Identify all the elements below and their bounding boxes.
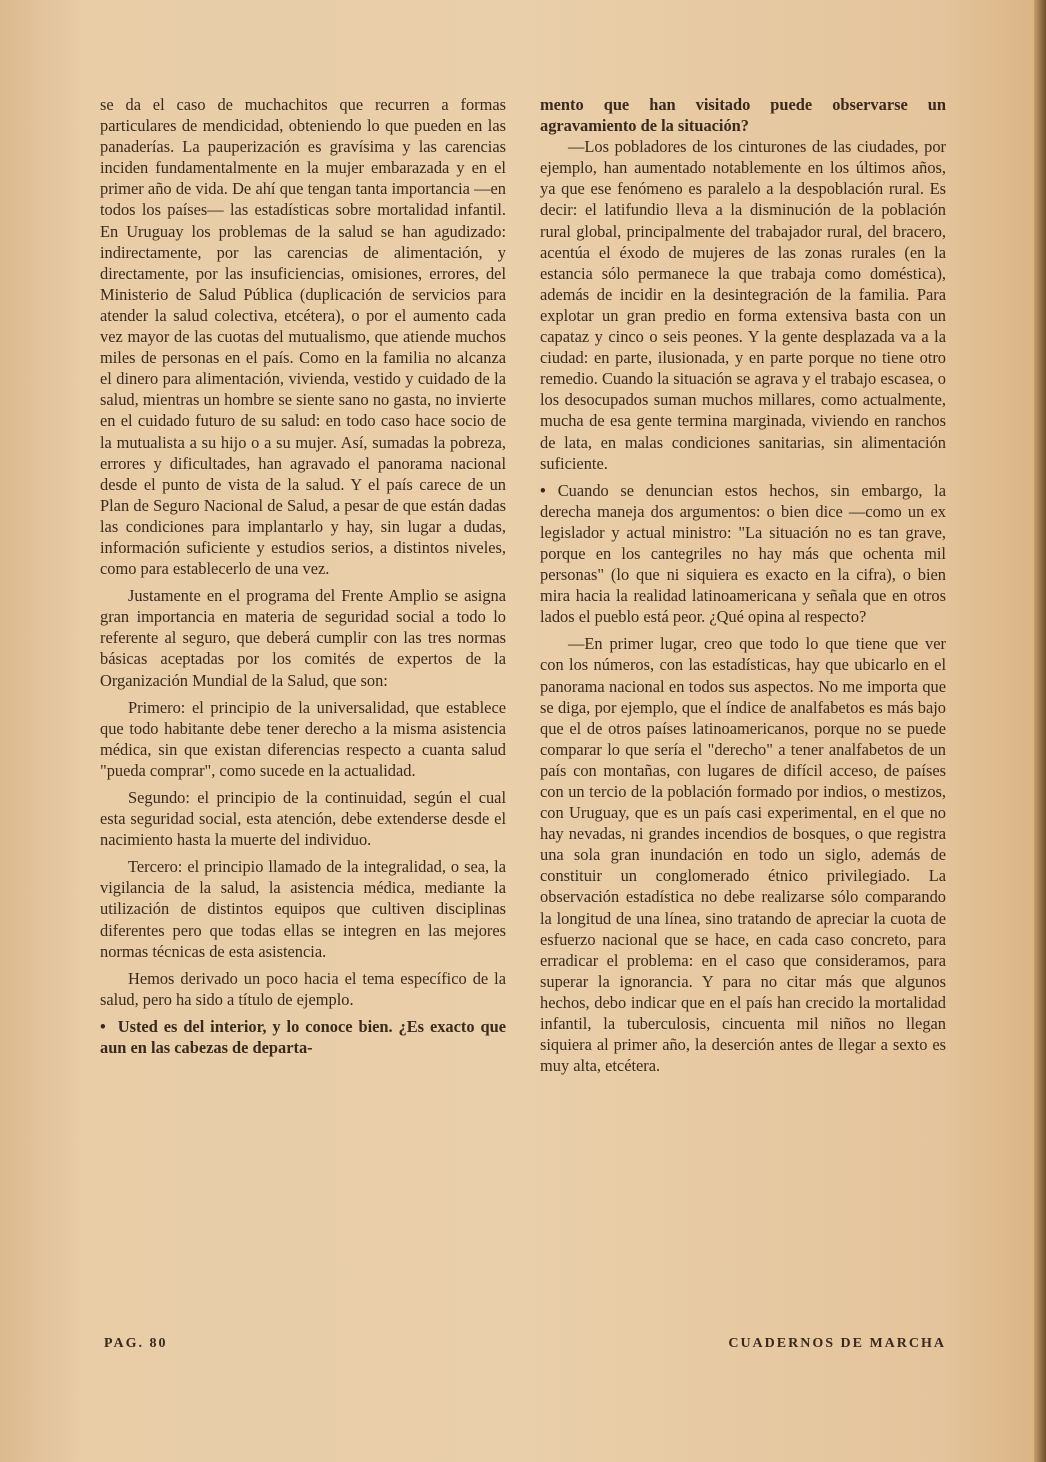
- left-paragraph-3: Primero: el principio de la universalidad, que establece que todo habitante debe tener derecho a la misma asistencia médica, sin que existan diferencias respecto a cuanta salud "pueda comprar", como sucede en la actualidad.: [100, 697, 506, 780]
- left-paragraph-6: Hemos derivado un poco hacia el tema específico de la salud, pero ha sido a título de ejemplo.: [100, 968, 506, 1009]
- page-spine-edge: [1034, 0, 1046, 1462]
- answer-2: —En primer lugar, creo que todo lo que tiene que ver con los números, con las estadísticas, hay que ubicarlo en el panorama nacional en todos sus aspectos. No me importa que se diga, por ejemplo, que el índice de analfabetos es más bajo que el de otros países latinoamericanos, porque no se puede comparar lo que sería el "derecho" a tener analfabetos de un país con montañas, con lugares de difícil acceso, de países con un tercio de la población formado por indios, o mestizos, con Uruguay, que es un país casi experimental, en el que no hay nevadas, ni grandes incendios de bosques, o que registra una sola gran inundación en todo un siglo, además de constituir un conglomerado étnico privilegiado. La observación estadística no debe realizarse sólo comparando la longitud de una línea, sino tratando de apreciar la cuota de esfuerzo nacional que se hace, en cada caso concreto, para erradicar el problema: en el caso que consideramos, para superar la ignorancia. Y para no citar más que algunos hechos, debo indicar que en el país han crecido la mortalidad infantil, la tuberculosis, cincuenta mil niños no llegan siquiera al primer año, la deserción antes de llegar a sexto es muy alta, etcétera.: [540, 634, 946, 1076]
- interview-question-1: [100, 1016, 506, 1058]
- question-2-bullet-icon: •: [540, 480, 546, 500]
- publication-name: CUADERNOS DE MARCHA: [728, 1336, 946, 1351]
- question-2-text: Cuando se denuncian estos hechos, sin embargo, la derecha maneja dos argumentos: o bien dice —como un ex legislador y actual ministro: "La situación no es tan grave, porque en los cantegriles no hay más que ochenta mil personas" (lo que ni siquiera es exacto en la cifra), o bien mira hacia la realidad latinoamericana y señala que en otros lados el pueblo está peor. ¿Qué opina al respecto?: [540, 480, 946, 627]
- interview-question-1-continued: mento que han visitado puede observarse un agravamiento de la situación?: [540, 95, 946, 136]
- left-paragraph-4: Segundo: el principio de la continuidad, según el cual esta seguridad social, esta atención, debe extenderse desde el nacimiento hasta la muerte del individuo.: [100, 788, 506, 850]
- question-bullet-icon: •: [100, 1016, 106, 1036]
- right-column: [540, 94, 946, 1076]
- interview-question-2: [540, 480, 946, 628]
- question-1-text: Usted es del interior, y lo conoce bien. ¿Es exacto que aun en las cabezas de departa-: [100, 1016, 506, 1058]
- answer-1: —Los pobladores de los cinturones de las ciudades, por ejemplo, han aumentado notablemente en los últimos años, ya que ese fenómeno es paralelo a la despoblación rural. Es decir: el latifundio lleva a la disminución de la población rural global, principalmente del trabajador rural, del bracero, acentúa el éxodo de mujeres de las zonas rurales (en la estancia sólo permanece la que trabaja como doméstica), además de incidir en la desintegración de la familia. Para explotar un gran predio en forma extensiva basta con un capataz y cinco o seis peones. Y la gente desplazada va a la ciudad: en parte, ilusionada, y en parte porque no tiene otro remedio. Cuando la situación se agrava y el trabajo escasea, o los desocupados suman muchos millares, como actualmente, mucha de esa gente termina marginada, viviendo en ranchos de lata, en malas condiciones sanitarias, sin alimentación suficiente.: [540, 137, 946, 473]
- left-paragraph-1: se da el caso de muchachitos que recurren a formas particulares de mendicidad, obteniendo lo que pueden en las panaderías. La pauperización es gravísima y las carencias inciden fundamentalmente en la mujer embarazada y en el primer año de vida. De ahí que tengan tanta importancia —en todos los países— las estadísticas sobre mortalidad infantil. En Uruguay los problemas de la salud se han agudizado: indirectamente, por las carencias de alimentación, y directamente, por las insuficiencias, omisiones, errores, del Ministerio de Salud Pública (duplicación de servicios para atender la salud colectiva, etcétera), o por el aumento cada vez mayor de las cuotas del mutualismo, que atiende muchos miles de personas en el país. Como en la familia no alcanza el dinero para alimentación, vivienda, vestido y cuidado de la salud, mientras un hombre se siente sano no gasta, no invierte en el cuidado futuro de su salud: en todo caso hace socio de la mutualista a su hijo o a su mujer. Así, sumadas la pobreza, errores y dificultades, han agravado el panorama nacional desde el punto de vista de la salud. Y el país carece de un Plan de Seguro Nacional de Salud, a pesar de que están dadas las condiciones para implantarlo y hay, sin lugar a dudas, información suficiente y estudios serios, a distintos niveles, como para establecerlo de una vez.: [100, 95, 506, 579]
- left-paragraph-2: Justamente en el programa del Frente Amplio se asigna gran importancia en materia de seguridad social a todo lo referente al seguro, que deberá cumplir con las tres normas básicas aceptadas por los comités de expertos de la Organización Mundial de la Salud, que son:: [100, 586, 506, 690]
- left-column: [100, 94, 506, 1058]
- page-number: PAG. 80: [104, 1336, 168, 1351]
- left-paragraph-5: Tercero: el principio llamado de la integralidad, o sea, la vigilancia de la salud, la asistencia médica, mediante la utilización de distintos equipos que cultiven disciplinas diferentes pero que todas ellas se integren en las mejores normas técnicas de esta asistencia.: [100, 857, 506, 961]
